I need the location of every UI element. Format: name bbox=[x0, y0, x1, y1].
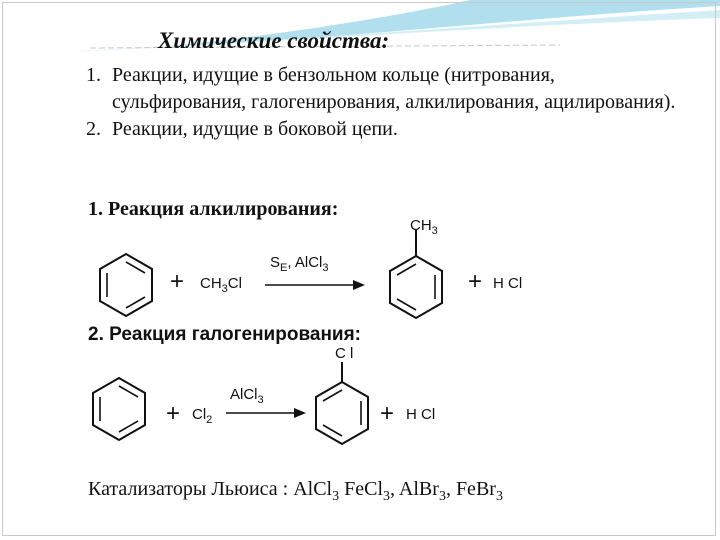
plus-sign: + bbox=[166, 400, 181, 427]
reaction-condition: $S_E$, AlCl$_3$ bbox=[270, 254, 329, 274]
list-item-number: 1. bbox=[86, 64, 101, 86]
list-item bbox=[86, 62, 686, 116]
reaction1-heading-number: 1. bbox=[88, 198, 103, 220]
reaction1-heading bbox=[88, 198, 338, 221]
product-substituent-ch3: $CH_3$ bbox=[410, 217, 438, 237]
list-item bbox=[86, 116, 686, 143]
reagent-cl2: $Cl_2$ bbox=[192, 406, 213, 426]
byproduct-hcl: H Cl bbox=[493, 275, 523, 292]
lewis-catalysts-text: Катализаторы Льюиса : AlCl$_3$ FeCl$_3$, AlBr$_3$, FeBr$_3$ bbox=[88, 478, 503, 504]
toluene-ring-icon bbox=[384, 226, 448, 322]
list-item-number: 2. bbox=[86, 118, 101, 140]
list-item-text: Реакции, идущие в бензольном кольце (нитрования, сульфирования, галогенирования, алкилирования, ацилирования). bbox=[112, 64, 676, 113]
product-substituent-cl: C l bbox=[335, 345, 354, 362]
plus-sign: + bbox=[170, 268, 185, 295]
chlorobenzene-ring-icon bbox=[310, 362, 374, 448]
reagent-ch3cl: $CH_3Cl$ bbox=[200, 275, 242, 295]
list-item-text: Реакции, идущие в боковой цепи. bbox=[112, 118, 398, 140]
plus-sign: + bbox=[468, 268, 483, 295]
byproduct-hcl: H Cl bbox=[406, 406, 436, 423]
reaction-arrow-icon bbox=[226, 407, 306, 419]
reaction1-heading-text: Реакция алкилирования: bbox=[108, 198, 339, 220]
properties-list bbox=[86, 62, 686, 143]
slide-title: Химические свойства: bbox=[158, 28, 390, 53]
benzene-ring-icon bbox=[94, 250, 158, 320]
reaction-catalyst: AlCl$_3$ bbox=[230, 386, 264, 406]
reaction2-heading: 2. Реакция галогенирования: bbox=[88, 324, 362, 345]
plus-sign: + bbox=[380, 400, 395, 427]
reaction-arrow-icon bbox=[265, 279, 365, 291]
benzene-ring-icon bbox=[87, 374, 151, 444]
